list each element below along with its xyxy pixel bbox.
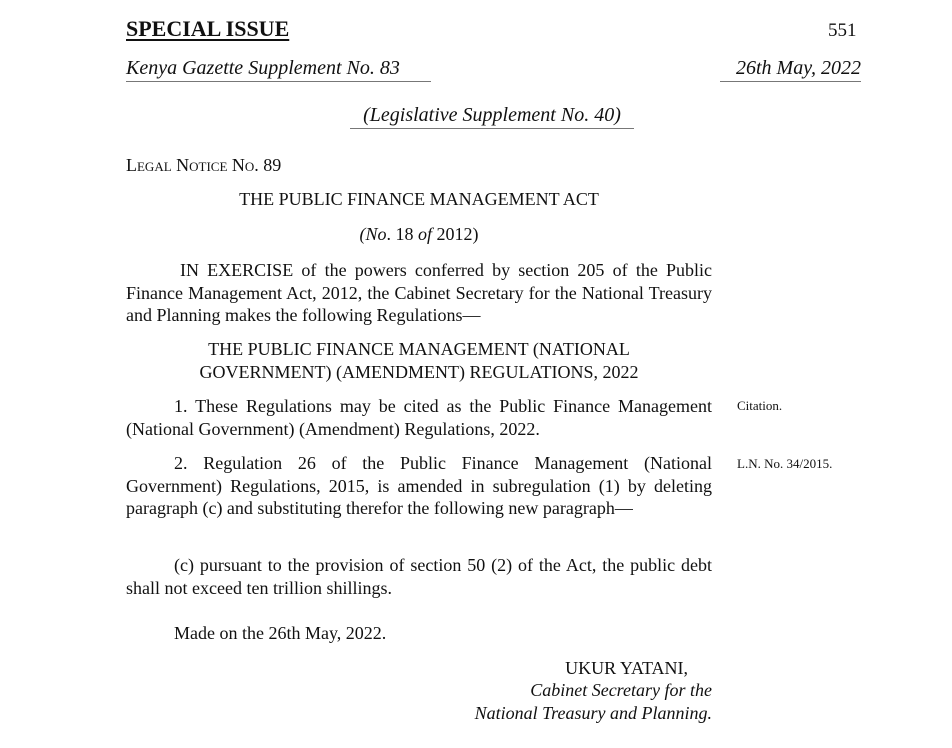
signatory-title-line1: Cabinet Secretary for the (530, 680, 712, 700)
preamble: IN EXERCISE of the powers conferred by section 205 of the Public Finance Management Act, 2012, the Cabinet Secretary for the National Treasury and Planning makes the following Regulations— (126, 260, 712, 325)
section-1: 1. These Regulations may be cited as the Public Finance Management (National Government) (Amendment) Regulations, 2022. (126, 396, 712, 439)
act-number-mid: . 18 (386, 224, 418, 244)
section-2: 2. Regulation 26 of the Public Finance Management (National Government) Regulations, 2015, is amended in subregulation (1) by deleting paragraph (c) and substituting therefor the following new paragraph— (126, 453, 712, 518)
issue-date: 26th May, 2022 (720, 57, 861, 82)
page-number: 551 (828, 20, 857, 41)
act-number-of: of (417, 224, 432, 244)
margin-note-ln: L.N. No. 34/2015. (737, 456, 833, 471)
act-number-prefix: (No (359, 224, 387, 244)
signatory-title-line2: National Treasury and Planning. (474, 703, 712, 723)
special-issue-heading: SPECIAL ISSUE (126, 16, 290, 41)
new-paragraph-c: (c) pursuant to the provision of section 50 (2) of the Act, the public debt shall not exceed ten trillion shillings. (126, 555, 712, 598)
act-number (126, 224, 712, 245)
regulations-title (126, 338, 712, 384)
regulations-title-line1: THE PUBLIC FINANCE MANAGEMENT (NATIONAL (208, 339, 630, 359)
regulations-title-line2: GOVERNMENT) (AMENDMENT) REGULATIONS, 2022 (199, 362, 639, 382)
made-on-date: Made on the 26th May, 2022. (174, 623, 387, 643)
gazette-supplement: Kenya Gazette Supplement No. 83 (126, 57, 431, 82)
legal-notice-number: Legal Notice No. 89 (126, 155, 282, 175)
act-title: THE PUBLIC FINANCE MANAGEMENT ACT (239, 189, 599, 209)
legislative-supplement: (Legislative Supplement No. 40) (350, 104, 634, 129)
margin-note-citation: Citation. (737, 398, 783, 413)
act-number-suffix: 2012) (432, 224, 479, 244)
signatory-name: UKUR YATANI, (565, 658, 688, 678)
